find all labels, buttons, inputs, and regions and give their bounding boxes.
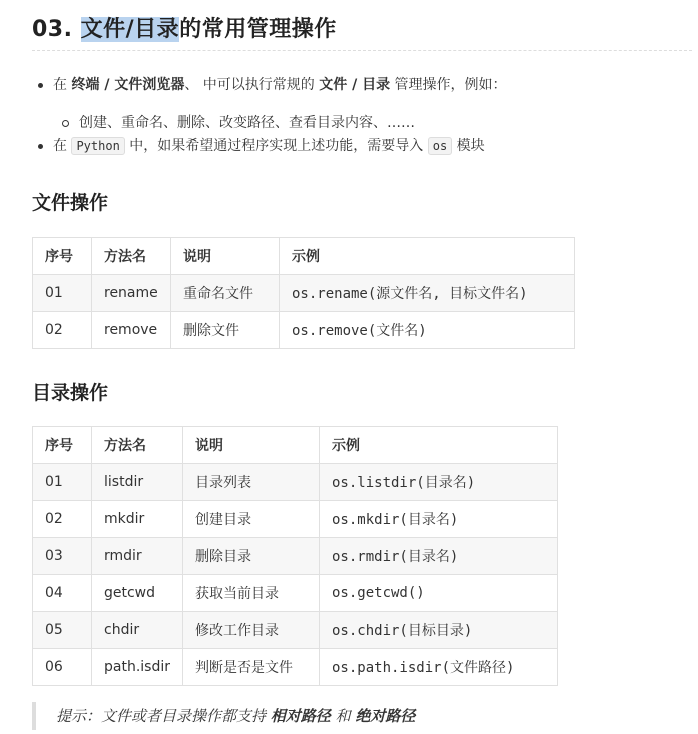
table-header-row	[33, 427, 558, 464]
table-header: 方法名	[92, 238, 171, 275]
tip-bold-1: 相对路径	[270, 707, 331, 725]
table-cell: path.isdir	[92, 649, 183, 686]
table-cell: os.rmdir(目录名)	[320, 538, 558, 575]
table-cell: 获取当前目录	[183, 575, 320, 612]
table-row	[33, 575, 558, 612]
table-row	[33, 612, 558, 649]
table-header: 说明	[183, 427, 320, 464]
tip-text-2: 和	[330, 707, 356, 725]
title-divider	[32, 50, 692, 51]
table-cell: os.mkdir(目录名)	[320, 501, 558, 538]
title-suffix: 的常用管理操作	[179, 17, 337, 42]
table-cell: rmdir	[92, 538, 183, 575]
bullet-1-text-2: 、 中可以执行常规的	[184, 77, 320, 93]
table-header: 说明	[171, 238, 280, 275]
bullet-3-text-3: 模块	[452, 138, 485, 154]
tip-bold-2: 绝对路径	[355, 707, 416, 725]
table-cell: 删除文件	[171, 312, 280, 349]
bullet-3-text-1: 在	[53, 138, 72, 154]
table-cell: 01	[33, 464, 92, 501]
table-cell: getcwd	[92, 575, 183, 612]
tip-blockquote	[32, 702, 676, 730]
table-header: 示例	[320, 427, 558, 464]
table-cell: remove	[92, 312, 171, 349]
table-row	[33, 649, 558, 686]
table-cell: rename	[92, 275, 171, 312]
table-cell: 05	[33, 612, 92, 649]
bullet-1-bold-2: 文件 / 目录	[319, 77, 391, 93]
table-header: 方法名	[92, 427, 183, 464]
table-cell: os.path.isdir(文件路径)	[320, 649, 558, 686]
table-cell: 创建目录	[183, 501, 320, 538]
table-cell: 06	[33, 649, 92, 686]
bullet-dot-icon	[38, 83, 43, 88]
table-cell: 02	[33, 501, 92, 538]
table-row	[33, 464, 558, 501]
file-ops-table	[32, 237, 575, 349]
table-cell: 01	[33, 275, 92, 312]
table-row	[33, 312, 575, 349]
inline-code-os: os	[428, 137, 452, 155]
table-header-row	[33, 238, 575, 275]
bullet-3	[38, 135, 485, 155]
table-cell: 04	[33, 575, 92, 612]
table-cell: 02	[33, 312, 92, 349]
file-section-heading: 文件操作	[32, 192, 109, 214]
table-row	[33, 275, 575, 312]
bullet-2	[62, 112, 415, 132]
table-row	[33, 501, 558, 538]
table-cell: 删除目录	[183, 538, 320, 575]
table-header: 序号	[33, 238, 92, 275]
inline-code-python: Python	[71, 137, 124, 155]
bullet-dot-icon	[38, 144, 43, 149]
table-cell: os.listdir(目录名)	[320, 464, 558, 501]
table-cell: 修改工作目录	[183, 612, 320, 649]
table-cell: chdir	[92, 612, 183, 649]
bullet-circle-icon	[62, 120, 69, 127]
dir-section-heading: 目录操作	[32, 382, 109, 404]
table-row	[33, 538, 558, 575]
bullet-1-text-1: 在	[53, 77, 72, 93]
page-title	[32, 12, 337, 43]
title-highlight: 文件/目录	[80, 17, 180, 42]
table-cell: 目录列表	[183, 464, 320, 501]
bullet-3-text-2: 中，如果希望通过程序实现上述功能，需要导入	[124, 138, 428, 154]
bullet-2-text: 创建、重命名、删除、改变路径、查看目录内容、……	[79, 115, 415, 131]
bullet-1-bold-1: 终端 / 文件浏览器	[71, 77, 185, 93]
table-cell: os.getcwd()	[320, 575, 558, 612]
table-header: 示例	[280, 238, 575, 275]
table-header: 序号	[33, 427, 92, 464]
table-cell: os.remove(文件名)	[280, 312, 575, 349]
table-cell: 03	[33, 538, 92, 575]
table-cell: 重命名文件	[171, 275, 280, 312]
bullet-1-text-3: 管理操作，例如：	[390, 77, 507, 93]
table-cell: mkdir	[92, 501, 183, 538]
table-cell: os.chdir(目标目录)	[320, 612, 558, 649]
bullet-1	[38, 74, 507, 94]
dir-ops-table	[32, 426, 558, 686]
table-cell: os.rename(源文件名, 目标文件名)	[280, 275, 575, 312]
table-cell: listdir	[92, 464, 183, 501]
title-prefix: 03.	[32, 17, 81, 42]
table-cell: 判断是否是文件	[183, 649, 320, 686]
tip-text-1: 提示：文件或者目录操作都支持	[56, 707, 271, 725]
